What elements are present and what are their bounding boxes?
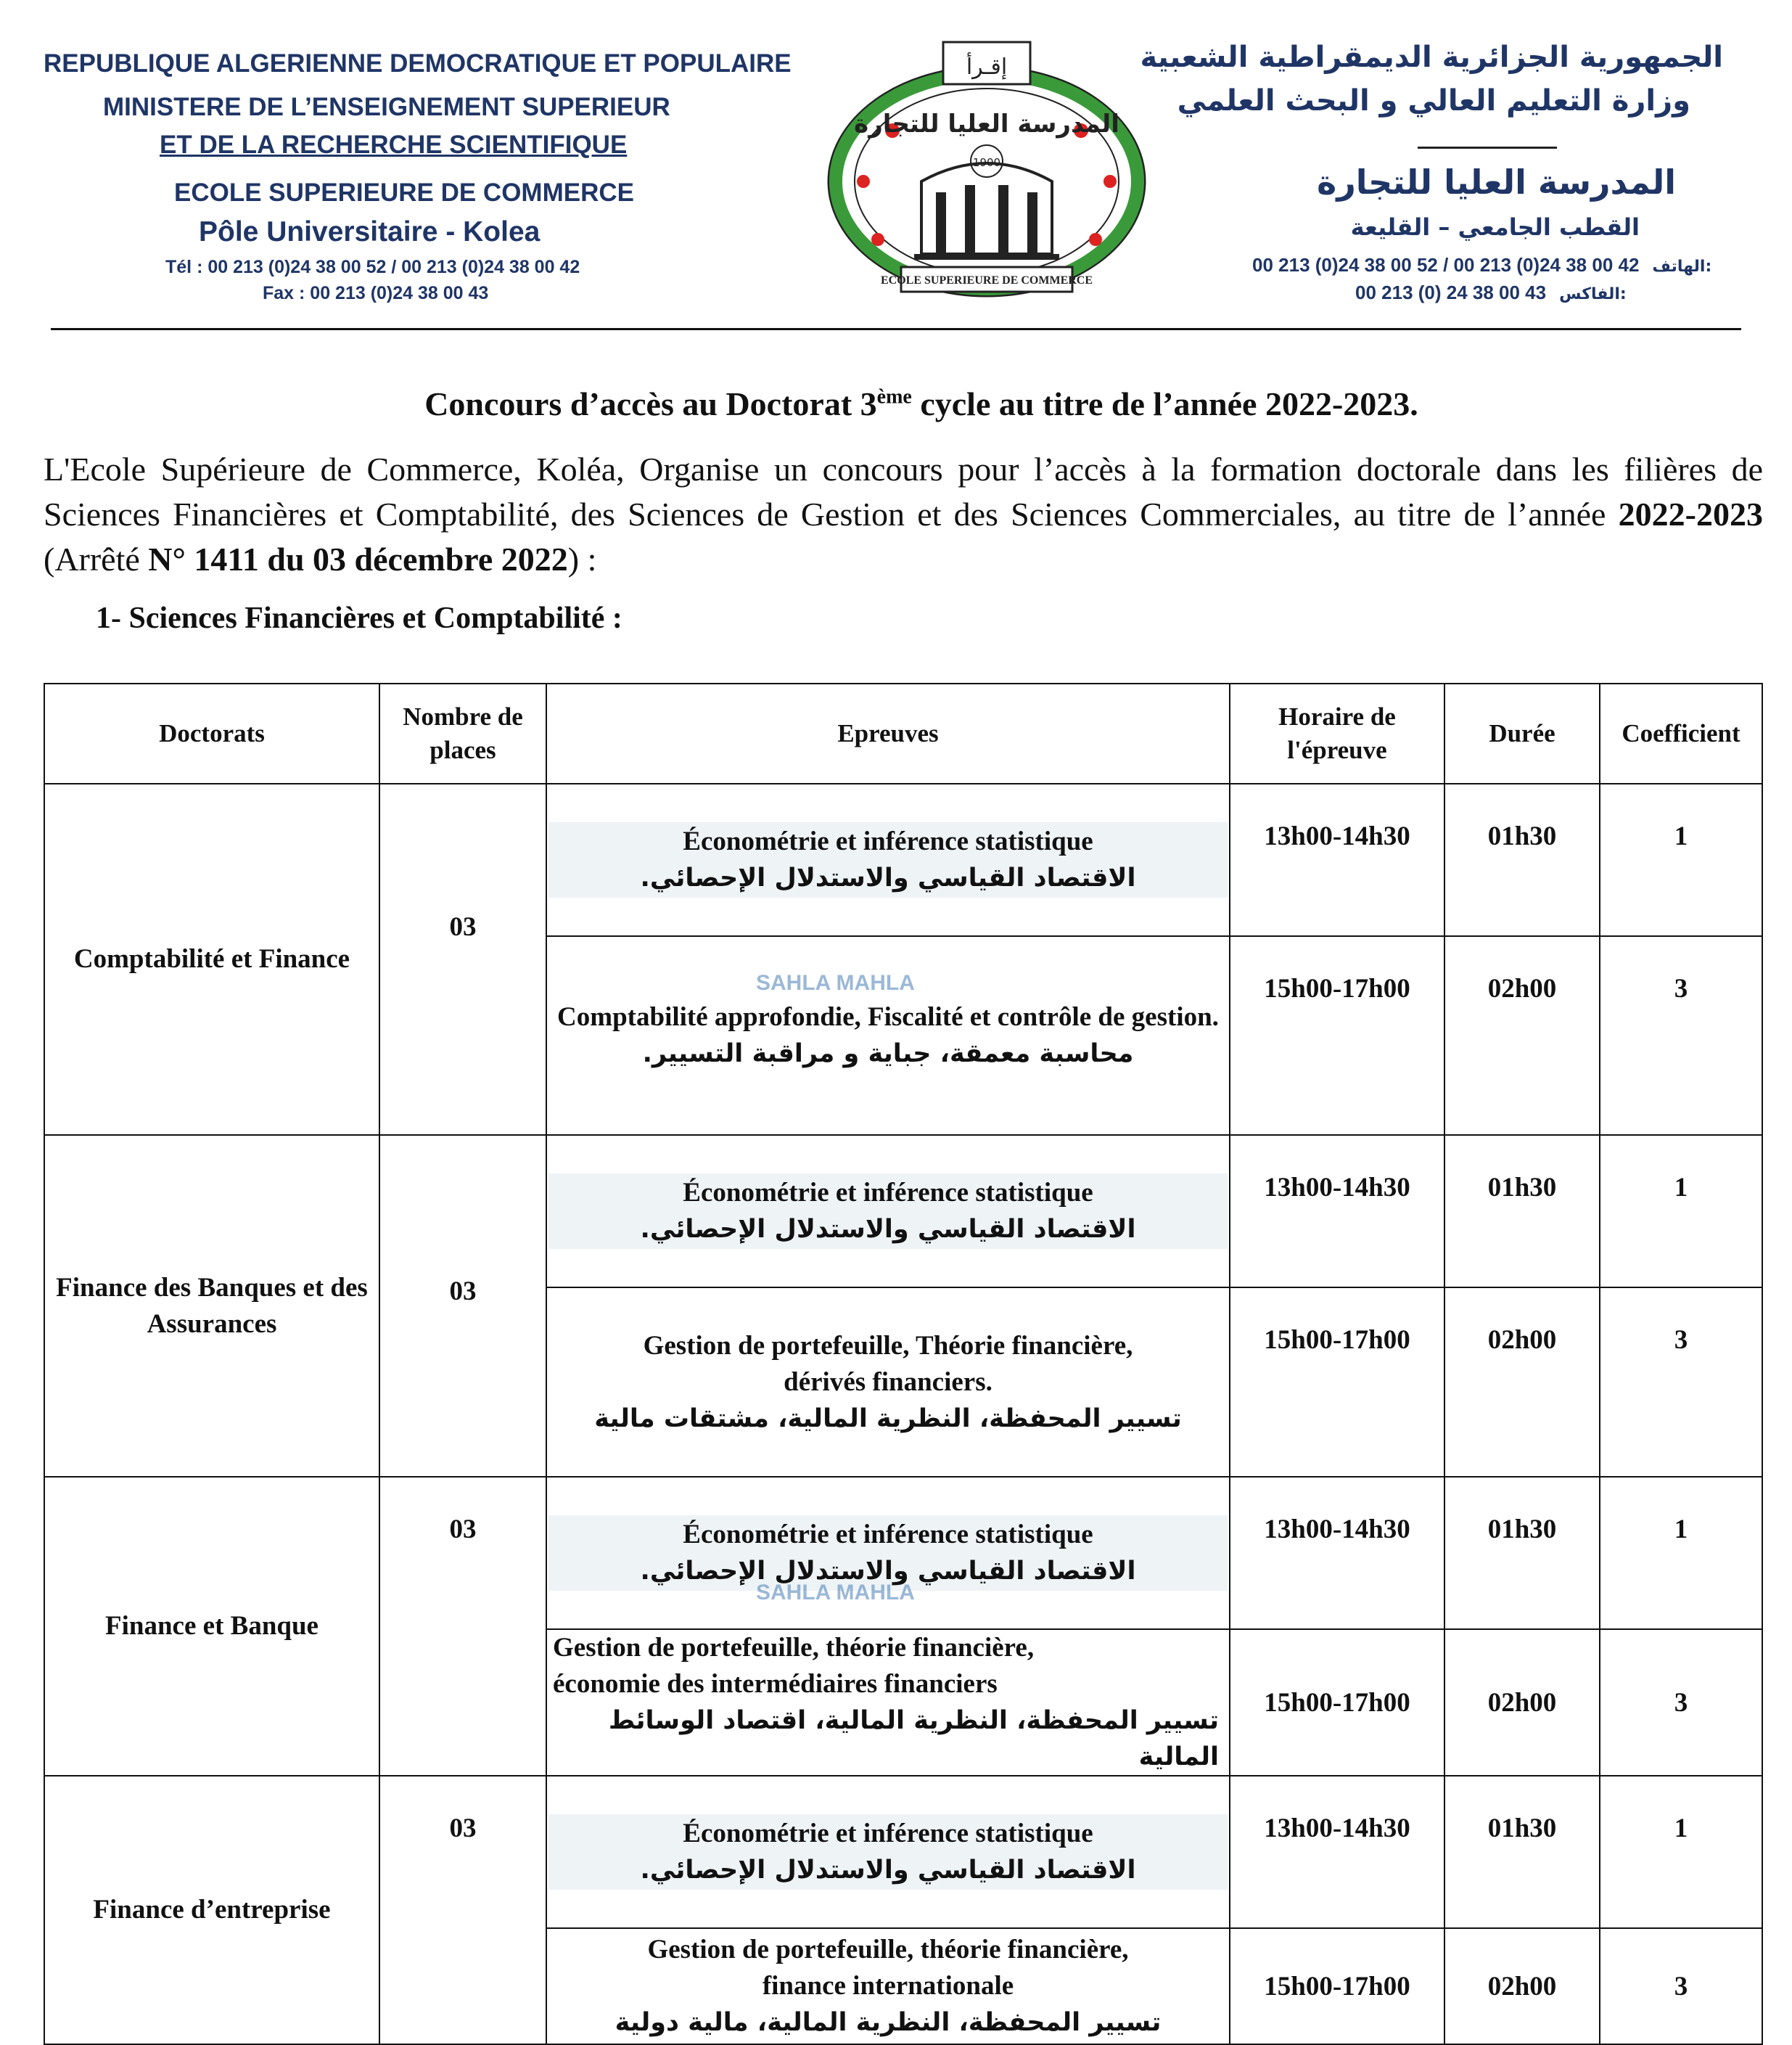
epreuve-ar: الاقتصاد القياسي والاستدلال الإحصائي.: [640, 1557, 1136, 1586]
epreuve-cell: [546, 1776, 1230, 1928]
title-pre: Concours d’accès au Doctorat 3: [424, 385, 877, 422]
header-right-divider: [1418, 147, 1557, 149]
epreuve-fr-line1: Gestion de portefeuille, théorie financière,: [553, 1633, 1035, 1663]
epreuve-cell: [546, 1477, 1230, 1629]
epreuve-cell: [546, 1928, 1230, 2044]
epreuve-ar: تسيير المحفظة، النظرية المالية، مشتقات مالية: [594, 1403, 1182, 1433]
intro-arrete: N° 1411 du 03 décembre 2022: [148, 541, 568, 578]
intro-text-3: ) :: [567, 541, 597, 578]
table-row: [44, 1477, 1762, 1629]
header-right-line1: الجمهورية الجزائرية الديمقراطية الشعبية: [1140, 41, 1723, 74]
epreuve-cell: [546, 784, 1230, 936]
col-header-places: Nombre de places: [379, 684, 546, 784]
intro-text-2: (Arrêté: [44, 541, 149, 578]
table-row: [44, 1776, 1762, 1928]
coef-cell: 3: [1600, 1287, 1762, 1477]
logo-banner: ECOLE SUPERIEURE DE COMMERCE: [880, 274, 1093, 287]
horaire-cell: 13h00-14h30: [1230, 1776, 1444, 1928]
epreuve-fr: Économétrie et inférence statistique: [683, 1819, 1093, 1848]
horaire-cell: 15h00-17h00: [1230, 1928, 1444, 2044]
col-header-horaire: Horaire de l'épreuve: [1230, 684, 1444, 784]
doctorat-cell: Finance et Banque: [44, 1477, 379, 1776]
epreuve-cell: [546, 1287, 1230, 1477]
header-left-line2: MINISTERE DE L’ENSEIGNEMENT SUPERIEUR: [103, 93, 670, 121]
intro-text-1: L'Ecole Supérieure de Commerce, Koléa, Organise un concours pour l’accès à la formation doctorale dans les filières de Sciences Financières et Comptabilité, des Sciences de Gestion et des Sciences Commerciales, au titre de l’année: [44, 451, 1763, 533]
header-right-tel-row: [1252, 254, 1711, 276]
epreuve-ar: تسيير المحفظة، النظرية المالية، مالية دولية: [615, 2008, 1162, 2037]
page-title: [0, 385, 1792, 423]
coef-cell: 3: [1600, 936, 1762, 1135]
duree-cell: 02h00: [1444, 1629, 1600, 1776]
duree-cell: 01h30: [1444, 1135, 1600, 1287]
exam-table: [44, 683, 1763, 2045]
places-cell: 03: [379, 1135, 546, 1477]
epreuve-ar: الاقتصاد القياسي والاستدلال الإحصائي.: [640, 864, 1136, 893]
header-right-fax: 00 213 (0) 24 38 00 43: [1355, 282, 1547, 303]
epreuve-ar: تسيير المحفظة، النظرية المالية، اقتصاد الوسائط المالية: [608, 1706, 1219, 1771]
duree-cell: 02h00: [1444, 936, 1600, 1135]
col-header-duree: Durée: [1444, 684, 1600, 784]
doctorat-cell: Finance des Banques et des Assurances: [44, 1135, 379, 1477]
header-right-fax-label: الفاكس:: [1559, 285, 1627, 303]
header-right-line2: وزارة التعليم العالي و البحث العلمي: [1177, 84, 1690, 118]
watermark-2: SAHLA MAHLA: [756, 1581, 915, 1605]
table-header-row: [44, 684, 1762, 784]
epreuve-fr: Économétrie et inférence statistique: [683, 1178, 1093, 1208]
coef-cell: 1: [1600, 1477, 1762, 1629]
header-left-line5: Pôle Universitaire - Kolea: [199, 216, 541, 247]
epreuve-fr: Gestion de portefeuille, théorie financière, finance internationale: [647, 1935, 1129, 2001]
duree-cell: 02h00: [1444, 1287, 1600, 1477]
school-logo: [820, 36, 1154, 305]
logo-arc-text: المدرسة العليا للتجارة: [854, 110, 1119, 139]
header-left-fax: Fax : 00 213 (0)24 38 00 43: [263, 283, 489, 303]
intro-year: 2022-2023: [1618, 496, 1763, 533]
duree-cell: 01h30: [1444, 1776, 1600, 1928]
header-left-line4: ECOLE SUPERIEURE DE COMMERCE: [174, 179, 634, 207]
header-right-location: القطب الجامعي – القليعة: [1350, 213, 1640, 241]
horaire-cell: 15h00-17h00: [1230, 936, 1444, 1135]
places-cell: 03: [379, 1477, 546, 1776]
horaire-cell: 15h00-17h00: [1230, 1629, 1444, 1776]
epreuve-cell: [546, 936, 1230, 1135]
col-header-doctorats: Doctorats: [44, 684, 379, 784]
duree-cell: 01h30: [1444, 1477, 1600, 1629]
title-sup: ème: [876, 385, 912, 409]
header-right-school-name: المدرسة العليا للتجارة: [1317, 163, 1676, 202]
header-right-tel: 00 213 (0)24 38 00 52 / 00 213 (0)24 38 00 42: [1252, 254, 1640, 276]
duree-cell: 01h30: [1444, 784, 1600, 936]
header-left-line1: REPUBLIQUE ALGERIENNE DEMOCRATIQUE ET POPULAIRE: [44, 49, 792, 78]
header-left-tel: Tél : 00 213 (0)24 38 00 52 / 00 213 (0)24 38 00 42: [165, 257, 580, 277]
horaire-cell: 15h00-17h00: [1230, 1287, 1444, 1477]
header-divider: [51, 328, 1741, 330]
horaire-cell: 13h00-14h30: [1230, 1477, 1444, 1629]
header-right-fax-row: [1355, 282, 1627, 304]
horaire-cell: 13h00-14h30: [1230, 784, 1444, 936]
epreuve-ar: محاسبة معمقة، جباية و مراقبة التسيير.: [642, 1039, 1134, 1068]
coef-cell: 3: [1600, 1928, 1762, 2044]
epreuve-fr: Gestion de portefeuille, Théorie financière, dérivés financiers.: [643, 1330, 1133, 1397]
col-header-epreuves: Epreuves: [546, 684, 1230, 784]
title-post: cycle au titre de l’année 2022-2023.: [911, 385, 1418, 422]
header-right-tel-label: الهاتف:: [1652, 258, 1712, 276]
logo-top-text: إقـرأ: [966, 54, 1008, 80]
coef-cell: 1: [1600, 784, 1762, 936]
col-header-coef: Coefficient: [1600, 684, 1762, 784]
places-cell: 03: [379, 1776, 546, 2044]
doctorat-cell: Finance d’entreprise: [44, 1776, 379, 2044]
horaire-cell: 13h00-14h30: [1230, 1135, 1444, 1287]
logo-year: 1900: [972, 156, 1001, 169]
epreuve-fr: Comptabilité approfondie, Fiscalité et contrôle de gestion.: [557, 1002, 1219, 1032]
doctorat-cell: Comptabilité et Finance: [44, 784, 379, 1135]
section-title: 1- Sciences Financières et Comptabilité :: [96, 602, 622, 635]
epreuve-ar: الاقتصاد القياسي والاستدلال الإحصائي.: [640, 1215, 1136, 1244]
header-left-line3: ET DE LA RECHERCHE SCIENTIFIQUE: [160, 131, 628, 159]
epreuve-fr: Économétrie et inférence statistique: [683, 827, 1093, 856]
watermark-1: SAHLA MAHLA: [756, 971, 915, 995]
epreuve-fr: Économétrie et inférence statistique: [683, 1520, 1093, 1549]
epreuve-ar: الاقتصاد القياسي والاستدلال الإحصائي.: [640, 1856, 1136, 1885]
coef-cell: 1: [1600, 1135, 1762, 1287]
intro-paragraph: [44, 447, 1763, 582]
epreuve-fr-line2: économie des intermédiaires financiers: [553, 1669, 998, 1699]
table-row: [44, 1135, 1762, 1287]
coef-cell: 3: [1600, 1629, 1762, 1776]
places-cell: 03: [379, 784, 546, 1135]
epreuve-cell: [546, 1135, 1230, 1287]
duree-cell: 02h00: [1444, 1928, 1600, 2044]
epreuve-cell: [546, 1629, 1230, 1776]
table-row: [44, 784, 1762, 936]
coef-cell: 1: [1600, 1776, 1762, 1928]
